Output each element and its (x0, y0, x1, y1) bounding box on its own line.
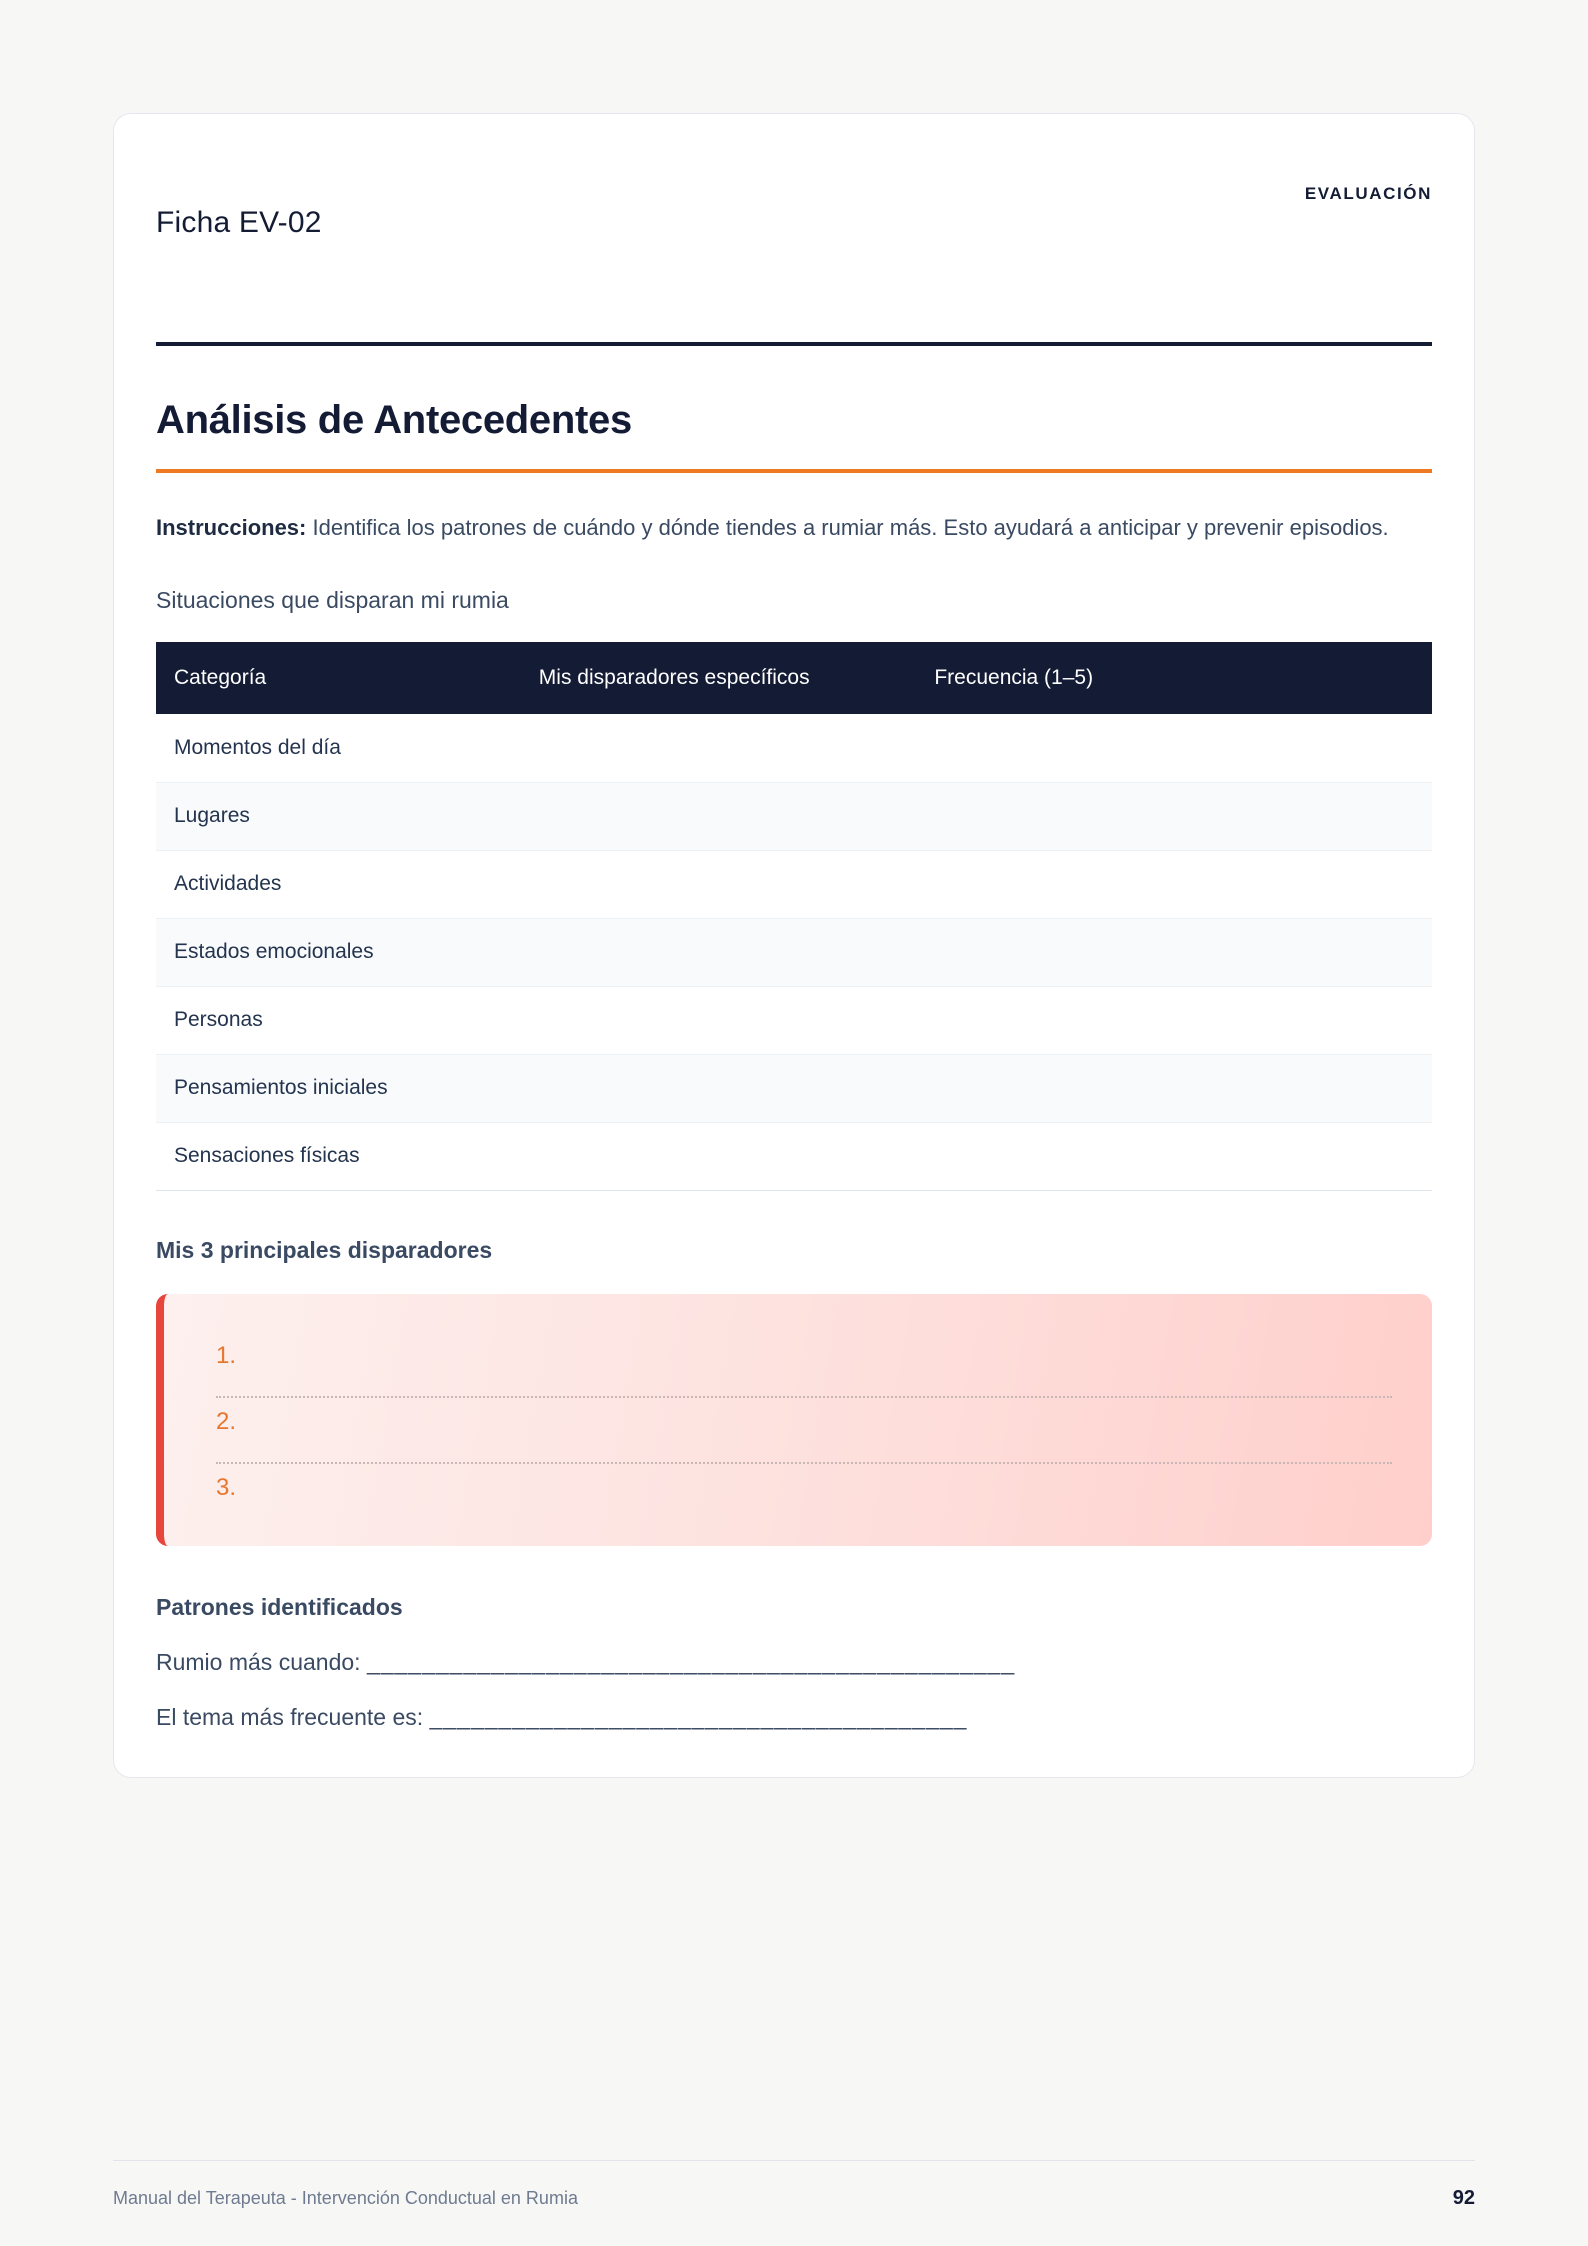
row-frequency-cell[interactable] (934, 1054, 1432, 1122)
table-header-row (156, 642, 1432, 714)
instructions-label: Instrucciones: (156, 515, 307, 540)
row-triggers-cell[interactable] (539, 1054, 935, 1122)
pattern-label: Rumio más cuando: (156, 1648, 367, 1675)
row-triggers-cell[interactable] (539, 1122, 935, 1190)
instructions-body: Identifica los patrones de cuándo y dónde tiendes a rumiar más. Esto ayudará a anticipar y prevenir episodios. (306, 515, 1389, 540)
row-triggers-cell[interactable] (539, 782, 935, 850)
patterns-heading: Patrones identificados (156, 1593, 403, 1620)
row-frequency-cell[interactable] (934, 986, 1432, 1054)
page-title: Análisis de Antecedentes (156, 398, 632, 442)
table-body (156, 714, 1432, 1190)
top-trigger-entry[interactable]: 3. (216, 1473, 237, 1501)
row-label: Lugares (156, 782, 539, 850)
row-triggers-cell[interactable] (539, 918, 935, 986)
table-row[interactable] (156, 782, 1432, 850)
row-frequency-cell[interactable] (934, 918, 1432, 986)
row-frequency-cell[interactable] (934, 1122, 1432, 1190)
table-row[interactable] (156, 986, 1432, 1054)
row-label: Personas (156, 986, 539, 1054)
worksheet-card (113, 113, 1475, 1778)
row-triggers-cell[interactable] (539, 714, 935, 782)
row-label: Momentos del día (174, 735, 341, 759)
row-label: Actividades (156, 850, 539, 918)
top-trigger-entry[interactable]: 2. (216, 1398, 1392, 1464)
table-section-heading: Situaciones que disparan mi rumia (156, 587, 509, 614)
pattern-blank: _______________________________________________ (366, 1648, 1016, 1675)
pattern-blank: _______________________________________ (429, 1703, 968, 1730)
row-label: Sensaciones físicas (156, 1122, 539, 1190)
card-header (156, 166, 1432, 244)
row-label: Estados emocionales (156, 918, 539, 986)
top-triggers-callout (156, 1294, 1432, 1546)
footer-page-number: 92 (1452, 2187, 1475, 2209)
column-header-category: Categoría (156, 642, 539, 714)
row-frequency-cell[interactable] (934, 782, 1432, 850)
top-trigger-entry[interactable]: 1. (216, 1332, 1392, 1398)
row-triggers-cell[interactable] (539, 850, 935, 918)
triggers-table (156, 642, 1432, 1191)
top-triggers-heading: Mis 3 principales disparadores (156, 1236, 493, 1263)
table-row[interactable] (156, 1054, 1432, 1122)
instructions-paragraph (156, 511, 1428, 545)
page-footer (113, 2160, 1475, 2210)
table-row[interactable] (156, 918, 1432, 986)
pattern-label: El tema más frecuente es: (156, 1703, 430, 1730)
section-eyebrow: EVALUACIÓN (1304, 184, 1432, 203)
footer-manual-title: Manual del Terapeuta - Intervención Conductual en Rumia (113, 2188, 578, 2208)
table-row[interactable] (156, 714, 1432, 782)
worksheet-id: Ficha EV-02 (156, 206, 322, 239)
pattern-fill-line[interactable] (156, 1649, 1432, 1676)
row-label: Pensamientos iniciales (156, 1054, 539, 1122)
column-header-triggers: Mis disparadores específicos (539, 642, 935, 714)
row-frequency-cell[interactable] (934, 850, 1432, 918)
row-frequency-cell[interactable] (934, 714, 1432, 782)
header-divider (156, 342, 1432, 346)
column-header-frequency: Frecuencia (1–5) (934, 642, 1432, 714)
row-triggers-cell[interactable] (539, 986, 935, 1054)
pattern-fill-line[interactable] (156, 1704, 1432, 1731)
table-row[interactable] (156, 1122, 1432, 1190)
title-accent-rule (156, 469, 1432, 473)
table-row[interactable] (156, 850, 1432, 918)
table-head (156, 642, 1432, 714)
